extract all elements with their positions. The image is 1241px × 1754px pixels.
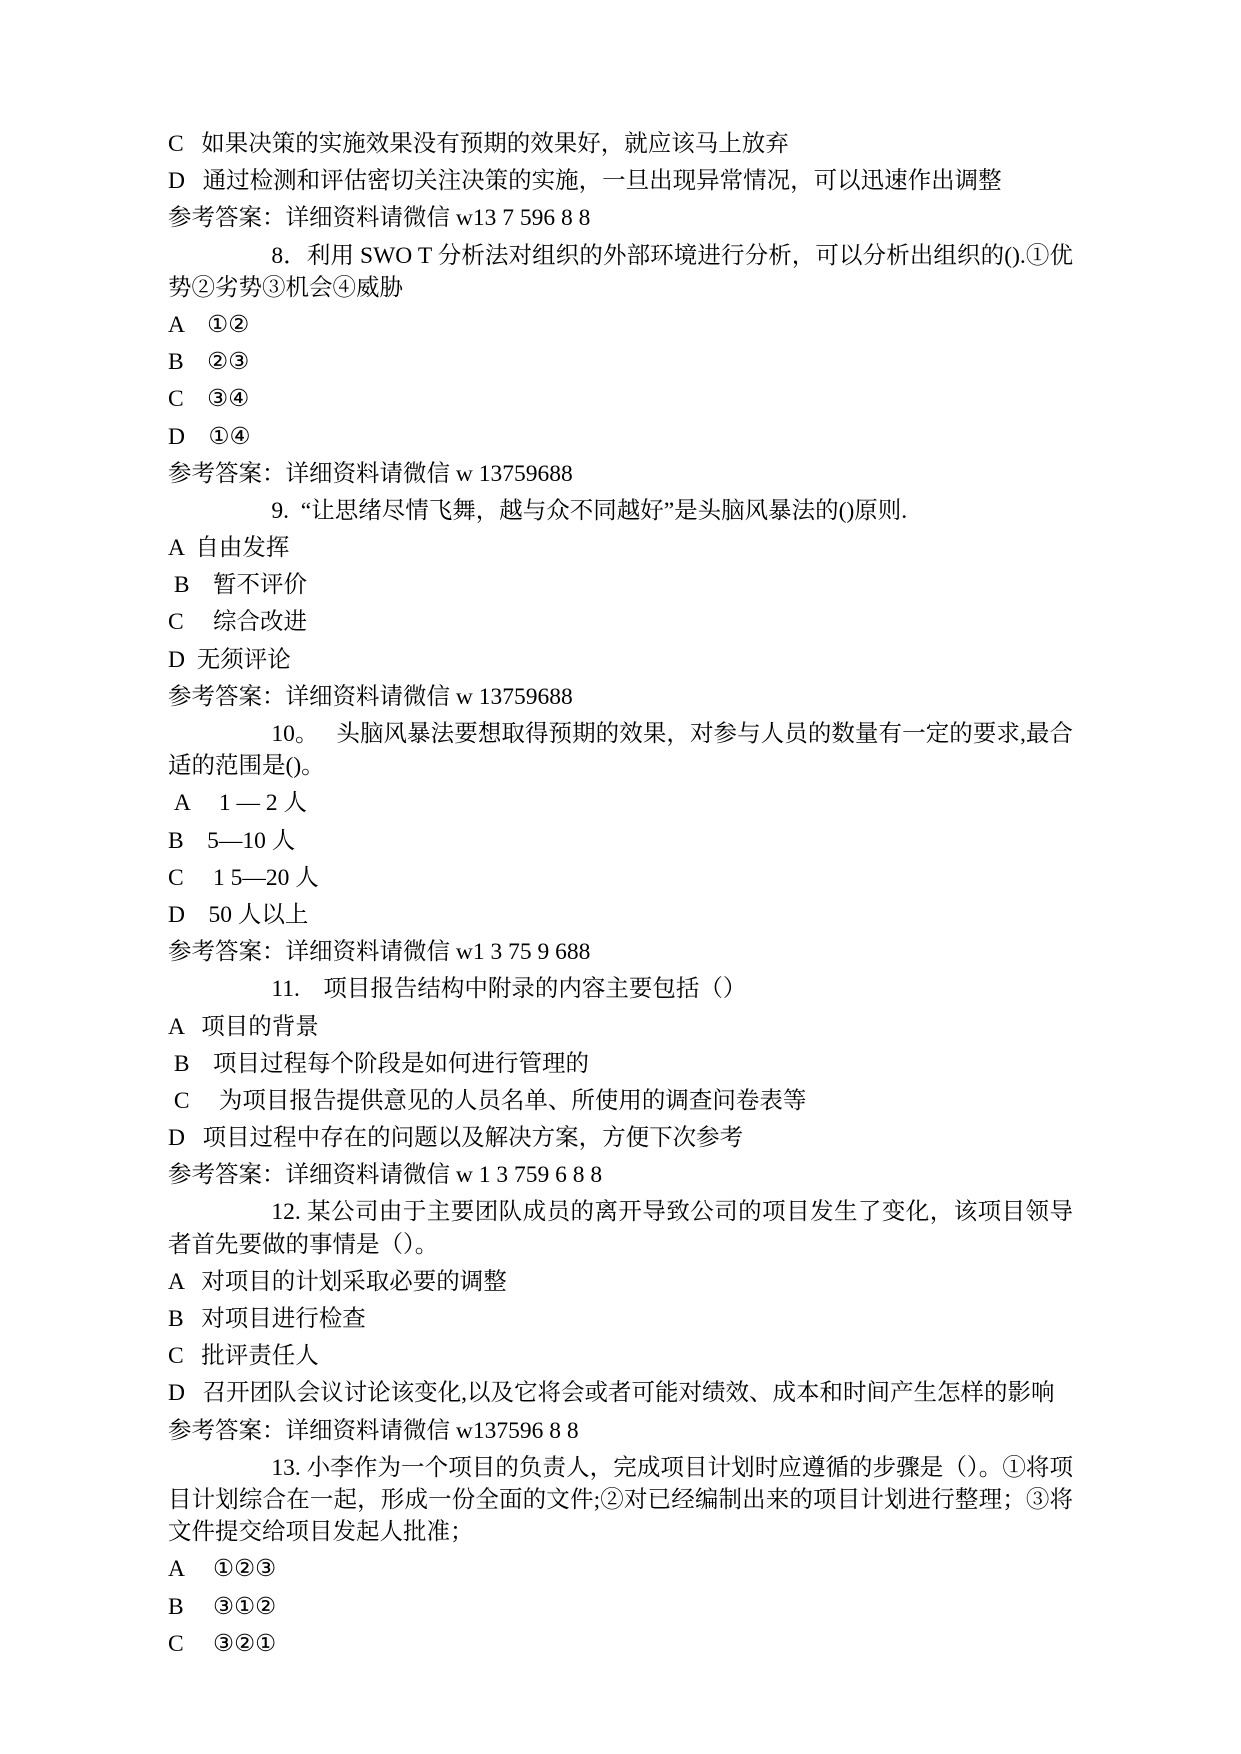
option-line: B 对项目进行检查 xyxy=(168,1306,366,1332)
option-line: A 自由发挥 xyxy=(168,535,290,562)
reference-answer: 参考答案：详细资料请微信 w 13759688 xyxy=(168,460,573,487)
option-line: D 50 人以上 xyxy=(168,901,309,928)
question-12: 12. 某公司由于主要团队成员的离开导致公司的项目发生了变化，该项目领导者首先要做的事情是（）。 xyxy=(168,1199,1073,1258)
option-line: A ①②③ xyxy=(168,1556,277,1583)
option-line: B 暂不评价 xyxy=(168,572,308,599)
question-11: 11. 项目报告结构中附录的内容主要包括（） xyxy=(271,976,747,1003)
question-13: 13. 小李作为一个项目的负责人，完成项目计划时应遵循的步骤是（）。①将项目计划综合在一起，形成一份全面的文件;②对已经编制出来的项目计划进行整理；③将文件提交给项目发起人批准； xyxy=(168,1454,1073,1546)
option-line: C ③②① xyxy=(168,1630,277,1657)
option-line: A ①② xyxy=(168,311,250,338)
option-line: C 批评责任人 xyxy=(168,1343,319,1370)
option-line: B ③①② xyxy=(168,1593,277,1620)
question-9: 9. “让思绪尽情飞舞，越与众不同越好”是头脑风暴法的()原则. xyxy=(271,497,908,524)
option-line: C 为项目报告提供意见的人员名单、所使用的调查问卷表等 xyxy=(168,1087,807,1114)
document-body xyxy=(168,128,1073,1660)
reference-answer: 参考答案：详细资料请微信 w137596 8 8 xyxy=(168,1417,579,1444)
option-line: C ③④ xyxy=(168,386,250,413)
option-line: B ②③ xyxy=(168,349,250,376)
option-line: D ①④ xyxy=(168,423,251,450)
question-10: 10。 头脑风暴法要想取得预期的效果，对参与人员的数量有一定的要求,最合适的范围是()。 xyxy=(168,721,1073,780)
option-line: A 项目的背景 xyxy=(168,1013,319,1040)
option-line: B 5—10 人 xyxy=(168,827,296,854)
question-8: 8．利用 SWO T 分析法对组织的外部环境进行分析，可以分析出组织的().①优势②劣势③机会④威胁 xyxy=(168,242,1073,301)
option-line: C 综合改进 xyxy=(168,609,308,636)
reference-answer: 参考答案：详细资料请微信 w 1 3 759 6 8 8 xyxy=(168,1162,603,1189)
option-line: A 1 — 2 人 xyxy=(168,790,308,817)
option-line: B 项目过程每个阶段是如何进行管理的 xyxy=(168,1050,590,1077)
option-line: C 1 5—20 人 xyxy=(168,864,319,891)
reference-answer: 参考答案：详细资料请微信 w13 7 596 8 8 xyxy=(168,205,591,232)
option-line: A 对项目的计划采取必要的调整 xyxy=(168,1268,507,1295)
option-line: D 召开团队会议讨论该变化,以及它将会或者可能对绩效、成本和时间产生怎样的影响 xyxy=(168,1380,1055,1407)
option-line: D 通过检测和评估密切关注决策的实施，一旦出现异常情况，可以迅速作出调整 xyxy=(168,168,1002,195)
option-line: D 无须评论 xyxy=(168,646,291,673)
option-line: D 项目过程中存在的问题以及解决方案，方便下次参考 xyxy=(168,1125,744,1152)
option-line: C 如果决策的实施效果没有预期的效果好，就应该马上放弃 xyxy=(168,131,789,157)
reference-answer: 参考答案：详细资料请微信 w1 3 75 9 688 xyxy=(168,939,591,966)
reference-answer: 参考答案：详细资料请微信 w 13759688 xyxy=(168,683,573,710)
